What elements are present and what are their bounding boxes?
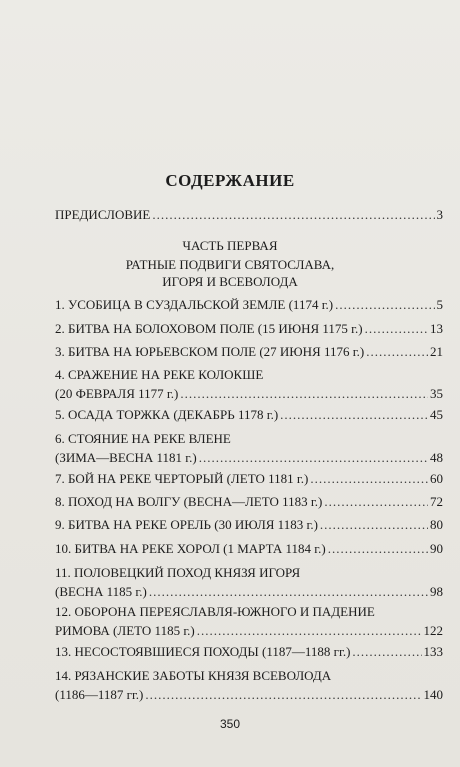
entry-text-first-line: 12. ОБОРОНА ПЕРЕЯСЛАВЛЯ-ЮЖНОГО И ПАДЕНИЕ [55, 604, 375, 619]
dot-leader [180, 385, 428, 402]
entry-text: 9. БИТВА НА РЕКЕ ОРЕЛЬ (30 ИЮЛЯ 1183 г.) [55, 517, 318, 532]
toc-entry-7 [55, 470, 443, 487]
entry-page: 80 [430, 517, 443, 532]
dot-leader [145, 686, 421, 703]
dot-leader [310, 470, 428, 487]
entry-text: (ВЕСНА 1185 г.) [55, 584, 147, 599]
dot-leader [328, 540, 428, 557]
dot-leader [197, 622, 422, 639]
entry-page: 122 [423, 623, 443, 638]
entry-text: 8. ПОХОД НА ВОЛГУ (ВЕСНА—ЛЕТО 1183 г.) [55, 494, 323, 509]
entry-text: (1186—1187 гг.) [55, 687, 144, 702]
entry-page: 13 [430, 321, 443, 336]
dot-leader [335, 296, 434, 313]
toc-entry-12 [55, 603, 443, 639]
dot-leader [199, 449, 428, 466]
entry-text: (ЗИМА—ВЕСНА 1181 г.) [55, 450, 197, 465]
toc-entry-2 [55, 320, 443, 337]
entry-page: 21 [430, 344, 443, 359]
toc-entry-11 [55, 564, 443, 600]
dot-leader [366, 343, 428, 360]
toc-entry-14 [55, 667, 443, 703]
part-heading: ЧАСТЬ ПЕРВАЯ [182, 238, 278, 253]
entry-page: 35 [430, 386, 443, 401]
toc-entry-4 [55, 366, 443, 402]
toc-entry-6 [55, 430, 443, 466]
dot-leader [152, 206, 434, 223]
entry-page: 5 [436, 297, 443, 312]
entry-text: 1. УСОБИЦА В СУЗДАЛЬСКОЙ ЗЕМЛЕ (1174 г.) [55, 297, 334, 312]
entry-text: ПРЕДИСЛОВИЕ [55, 207, 151, 222]
dot-leader [320, 516, 428, 533]
page-title: СОДЕРЖАНИЕ [165, 171, 295, 190]
entry-text-first-line: 4. СРАЖЕНИЕ НА РЕКЕ КОЛОКШЕ [55, 367, 264, 382]
toc-entry-8 [55, 493, 443, 510]
entry-page: 98 [430, 584, 443, 599]
page-number: 350 [219, 717, 241, 731]
dot-leader [280, 406, 428, 423]
dot-leader [324, 493, 428, 510]
entry-page: 48 [430, 450, 443, 465]
part-subtitle-line2: ИГОРЯ И ВСЕВОЛОДА [162, 274, 298, 289]
dot-leader [352, 643, 421, 660]
entry-page: 3 [436, 207, 443, 222]
entry-text: 10. БИТВА НА РЕКЕ ХОРОЛ (1 МАРТА 1184 г.) [55, 541, 326, 556]
entry-text-first-line: 6. СТОЯНИЕ НА РЕКЕ ВЛЕНЕ [55, 431, 231, 446]
dot-leader [365, 320, 428, 337]
toc-entry-5 [55, 406, 443, 423]
entry-page: 90 [430, 541, 443, 556]
toc-entry-1 [55, 296, 443, 313]
entry-text: 7. БОЙ НА РЕКЕ ЧЕРТОРЫЙ (ЛЕТО 1181 г.) [55, 471, 309, 486]
entry-page: 45 [430, 407, 443, 422]
entry-text: 3. БИТВА НА ЮРЬЕВСКОМ ПОЛЕ (27 ИЮНЯ 1176 г.) [55, 344, 365, 359]
entry-text: 2. БИТВА НА БОЛОХОВОМ ПОЛЕ (15 ИЮНЯ 1175 г.) [55, 321, 363, 336]
toc-entry-10 [55, 540, 443, 557]
dot-leader [149, 583, 428, 600]
toc-entry-3 [55, 343, 443, 360]
entry-page: 72 [430, 494, 443, 509]
entry-text: РИМОВА (ЛЕТО 1185 г.) [55, 623, 195, 638]
entry-page: 140 [423, 687, 443, 702]
toc-entry-preface [55, 206, 443, 223]
entry-page: 133 [423, 644, 443, 659]
entry-text: 5. ОСАДА ТОРЖКА (ДЕКАБРЬ 1178 г.) [55, 407, 279, 422]
entry-text: 13. НЕСОСТОЯВШИЕСЯ ПОХОДЫ (1187—1188 гг.) [55, 644, 351, 659]
entry-text-first-line: 14. РЯЗАНСКИЕ ЗАБОТЫ КНЯЗЯ ВСЕВОЛОДА [55, 668, 332, 683]
toc-entry-13 [55, 643, 443, 660]
toc-entry-9 [55, 516, 443, 533]
entry-text-first-line: 11. ПОЛОВЕЦКИЙ ПОХОД КНЯЗЯ ИГОРЯ [55, 565, 301, 580]
part-subtitle-line1: РАТНЫЕ ПОДВИГИ СВЯТОСЛАВА, [125, 257, 335, 272]
entry-text: (20 ФЕВРАЛЯ 1177 г.) [55, 386, 179, 401]
entry-page: 60 [430, 471, 443, 486]
